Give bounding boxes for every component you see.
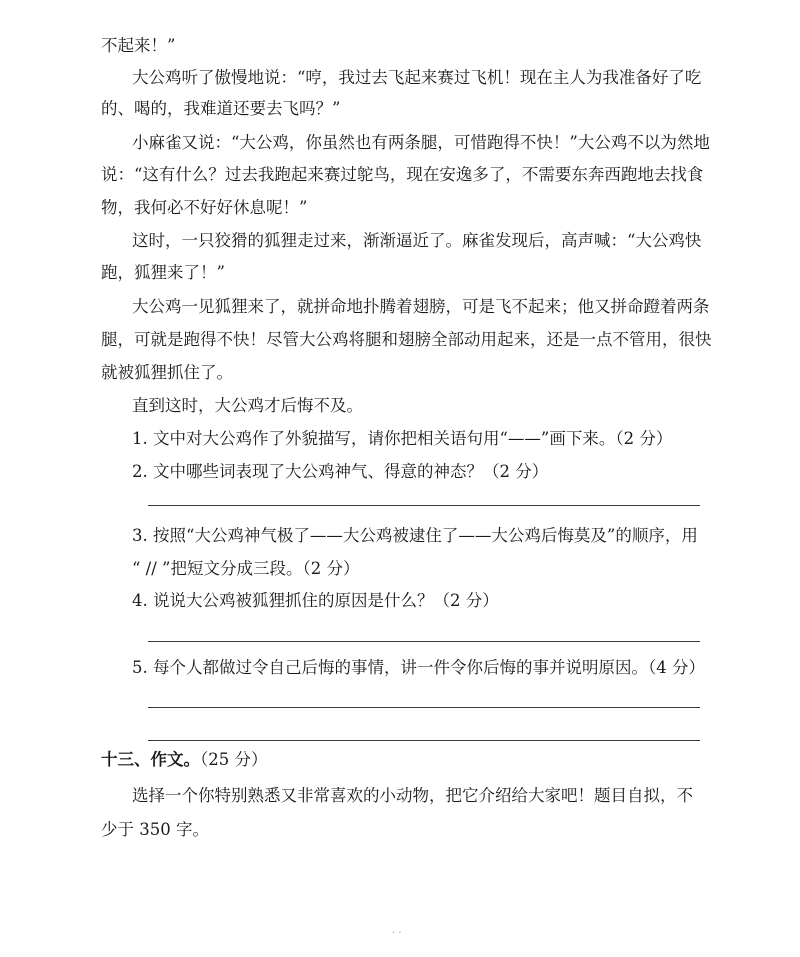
story-line-5: 说：“这有什么？过去我跑起来赛过鸵鸟，现在安逸多了，不需要东奔西跑地去找食 — [101, 165, 704, 184]
composition-heading — [101, 748, 268, 772]
story-line-9: 大公鸡一见狐狸来了，就拼命地扑腾着翅膀，可是飞不起来；他又拼命蹬着两条 — [132, 297, 710, 316]
answer-line-q5-1[interactable] — [148, 707, 700, 708]
story-line-10: 腿，可就是跑得不快！尽管大公鸡将腿和翅膀全部动用起来，还是一点不管用，很快 — [101, 330, 712, 349]
story-line-3: 的、喝的，我难道还要去飞吗？” — [101, 99, 341, 118]
story-line-8: 跑，狐狸来了！” — [101, 263, 225, 282]
story-line-6: 物，我何必不好好休息呢！” — [101, 198, 308, 217]
composition-points: （25 分） — [200, 750, 268, 769]
answer-line-q4[interactable] — [148, 641, 700, 642]
story-line-12: 直到这时，大公鸡才后悔不及。 — [132, 396, 363, 415]
question-3-line-2: “ // ”把短文分成三段。（2 分） — [132, 559, 360, 578]
composition-prompt-line-1: 选择一个你特别熟悉又非常喜欢的小动物，把它介绍给大家吧！题目自拟，不 — [132, 786, 693, 805]
story-line-11: 就被狐狸抓住了。 — [101, 363, 233, 382]
question-5: 5. 每个人都做过令自己后悔的事情，讲一件令你后悔的事并说明原因。（4 分） — [132, 658, 705, 677]
question-4: 4. 说说大公鸡被狐狸抓住的原因是什么？（2 分） — [132, 591, 499, 610]
question-1: 1. 文中对大公鸡作了外貌描写，请你把相关语句用“——”画下来。（2 分） — [132, 429, 673, 448]
answer-line-q2[interactable] — [148, 505, 700, 506]
story-line-2: 大公鸡听了傲慢地说：“哼，我过去飞起来赛过飞机！现在主人为我准备好了吃 — [132, 68, 702, 87]
question-2: 2. 文中哪些词表现了大公鸡神气、得意的神态？（2 分） — [132, 462, 549, 481]
story-line-1: 不起来！” — [101, 36, 176, 55]
answer-line-q5-2[interactable] — [148, 740, 700, 741]
story-line-4: 小麻雀又说：“大公鸡，你虽然也有两条腿，可惜跑得不快！”大公鸡不以为然地 — [132, 133, 710, 152]
page-mark: · · — [392, 928, 402, 939]
story-line-7: 这时，一只狡猾的狐狸走过来，渐渐逼近了。麻雀发现后，高声喊：“大公鸡快 — [132, 231, 702, 250]
question-3-line-1: 3. 按照“大公鸡神气极了——大公鸡被逮住了——大公鸡后悔莫及”的顺序，用 — [132, 526, 698, 545]
composition-title: 十三、作文。 — [101, 750, 200, 769]
composition-prompt-line-2: 少于 350 字。 — [101, 820, 209, 839]
